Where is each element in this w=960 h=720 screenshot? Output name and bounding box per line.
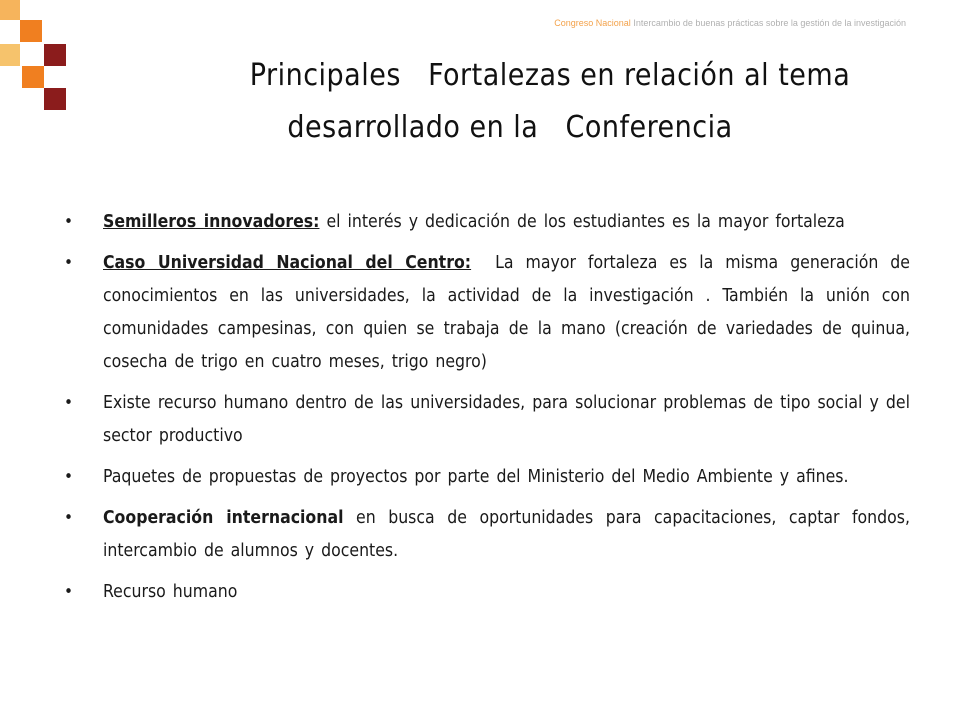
bullet-lead: Semilleros innovadores:	[103, 212, 320, 232]
bullet-text: el interés y dedicación de los estudiantes es la mayor fortaleza	[319, 212, 845, 232]
title-line-1: Principales Fortalezas en relación al tema	[249, 58, 851, 93]
bullet-icon: •	[64, 582, 74, 602]
square-orange	[20, 20, 42, 42]
bullet-text: Existe recurso humano dentro de las universidades, para solucionar problemas de tipo social y del sector productivo	[103, 393, 910, 446]
bullet-icon: •	[64, 467, 74, 487]
bullet-text: en busca de oportunidades para capacitaciones, captar fondos, intercambio de alumnos y docentes.	[103, 508, 910, 561]
bullet-icon: •	[64, 393, 74, 413]
bullet-lead: Caso Universidad Nacional del Centro:	[103, 253, 472, 273]
bullet-icon: •	[64, 212, 74, 232]
bullet-text: Paquetes de propuestas de proyectos por parte del Ministerio del Medio Ambiente y afines.	[103, 467, 849, 487]
square-dark-red	[44, 44, 66, 66]
bullet-item	[64, 461, 910, 494]
square-dark-red	[44, 88, 66, 110]
bullet-text: La mayor fortaleza es la misma generación de conocimientos en las universidades, la actividad de la investigación . También la unión con comunidades campesinas, con quien se trabaja de la mano (creación de variedades de quinua, cosecha de trigo en cuatro meses, trigo negro)	[103, 253, 917, 372]
bullet-icon: •	[64, 253, 74, 273]
bullet-lead: Cooperación internacional	[103, 508, 344, 528]
slide-title	[150, 50, 950, 154]
header-rest: Intercambio de buenas prácticas sobre la gestión de la investigación	[633, 18, 906, 28]
square-orange	[22, 66, 44, 88]
bullet-list	[64, 206, 917, 617]
bullet-item	[64, 576, 910, 609]
conference-header	[554, 18, 906, 28]
bullet-icon: •	[64, 508, 74, 528]
square-light-orange	[0, 0, 20, 20]
bullet-item	[64, 206, 910, 239]
header-accent: Congreso Nacional	[554, 18, 631, 28]
square-light-orange	[0, 44, 20, 66]
bullet-item	[64, 502, 910, 568]
bullet-item	[64, 387, 910, 453]
title-line-2: desarrollado en la Conferencia	[287, 110, 733, 145]
bullet-text: Recurso humano	[103, 582, 238, 602]
bullet-item	[64, 247, 917, 379]
